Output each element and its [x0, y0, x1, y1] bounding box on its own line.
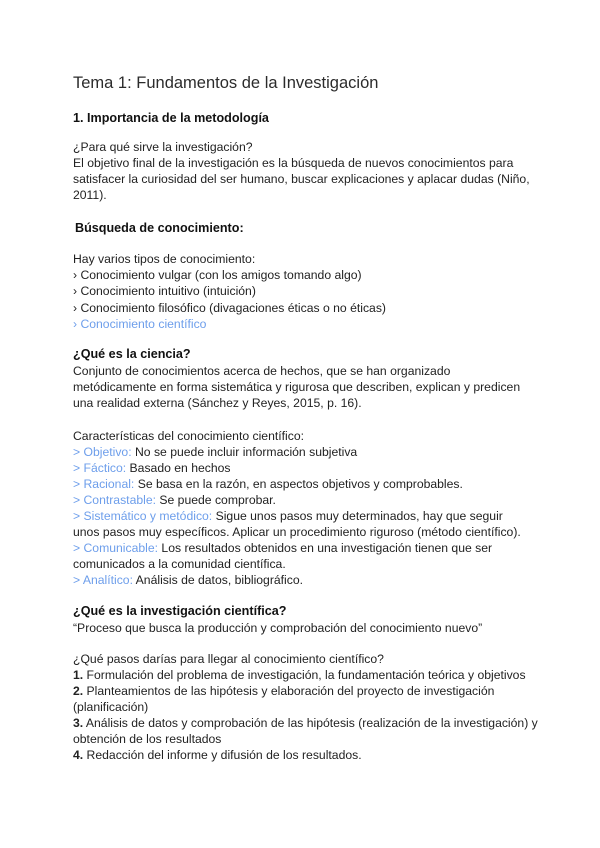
characteristics-intro: Características del conocimiento científico: [73, 429, 304, 443]
section-heading-busqueda: Búsqueda de conocimiento: [75, 221, 244, 235]
section-heading-investigacion-cientifica: ¿Qué es la investigación científica? [73, 604, 287, 618]
characteristic-item [73, 572, 543, 588]
list-item: › Conocimiento vulgar (con los amigos tomando algo) [73, 268, 362, 282]
characteristic-item [73, 476, 543, 492]
definition-quote: “Proceso que busca la producción y comprobación del conocimiento nuevo” [73, 621, 483, 635]
step-number: 2. [73, 684, 84, 698]
characteristic-item [73, 444, 543, 460]
step-text: Formulación del problema de investigación, la fundamentación teórica y objetivos [83, 668, 526, 682]
step-item [73, 667, 543, 683]
step-text: Redacción del informe y difusión de los resultados. [83, 748, 362, 762]
section-heading-metodologia: 1. Importancia de la metodología [73, 111, 269, 125]
characteristic-text: Los resultados obtenidos en una investigación tienen que ser comunicados a la comunidad científica. [73, 541, 493, 572]
types-intro: Hay varios tipos de conocimiento: [73, 252, 256, 266]
steps-question: ¿Qué pasos darías para llegar al conocimiento científico? [73, 652, 384, 666]
characteristic-label: > Sistemático y metódico: [73, 509, 213, 523]
characteristic-label: > Comunicable: [73, 541, 159, 555]
characteristic-text: Se basa en la razón, en aspectos objetivos y comprobables. [134, 477, 463, 491]
step-item [73, 715, 543, 747]
step-number: 1. [73, 668, 84, 682]
characteristic-label: > Fáctico: [73, 461, 127, 475]
characteristic-text: Análisis de datos, bibliográfico. [132, 573, 304, 587]
characteristic-label: > Racional: [73, 477, 135, 491]
characteristic-text: No se puede incluir información subjetiva [131, 445, 358, 459]
step-item [73, 683, 513, 715]
step-text: Planteamientos de las hipótesis y elaboración del proyecto de investigación (planificación) [73, 684, 495, 715]
characteristic-item [73, 460, 543, 476]
characteristic-item [73, 492, 543, 508]
characteristic-label: > Contrastable: [73, 493, 156, 507]
step-number: 3. [73, 716, 84, 730]
list-item: › Conocimiento intuitivo (intuición) [73, 284, 256, 298]
list-item: › Conocimiento filosófico (divagaciones éticas o no éticas) [73, 301, 386, 315]
characteristic-item [73, 508, 525, 540]
step-text: Análisis de datos y comprobación de las hipótesis (realización de la investigación) y obtención de los resultados [73, 716, 538, 747]
list-item-link[interactable]: › Conocimiento científico [73, 317, 207, 331]
characteristic-text: Sigue unos pasos muy determinados, hay que seguir unos pasos muy específicos. Aplicar un procedimiento riguroso (método científico). [73, 509, 521, 540]
characteristic-label: > Objetivo: [73, 445, 132, 459]
page-title: Tema 1: Fundamentos de la Investigación [73, 74, 379, 92]
paragraph-objetivo: El objetivo final de la investigación es la búsqueda de nuevos conocimientos para satisfacer la curiosidad del ser humano, buscar explicaciones y aplacar dudas (Niño, 2011). [73, 156, 530, 203]
characteristic-item [73, 540, 503, 572]
characteristic-text: Se puede comprobar. [156, 493, 276, 507]
characteristic-label: > Analítico: [73, 573, 133, 587]
characteristic-text: Basado en hechos [126, 461, 231, 475]
question-investigacion: ¿Para qué sirve la investigación? [73, 140, 253, 154]
step-item [73, 747, 543, 763]
paragraph-ciencia: Conjunto de conocimientos acerca de hechos, que se han organizado metódicamente en forma sistemática y rigurosa que describen, explican y predicen una realidad externa (Sánchez y Reyes, 2015, p. 16). [73, 364, 521, 411]
section-heading-ciencia: ¿Qué es la ciencia? [73, 347, 191, 361]
step-number: 4. [73, 748, 84, 762]
